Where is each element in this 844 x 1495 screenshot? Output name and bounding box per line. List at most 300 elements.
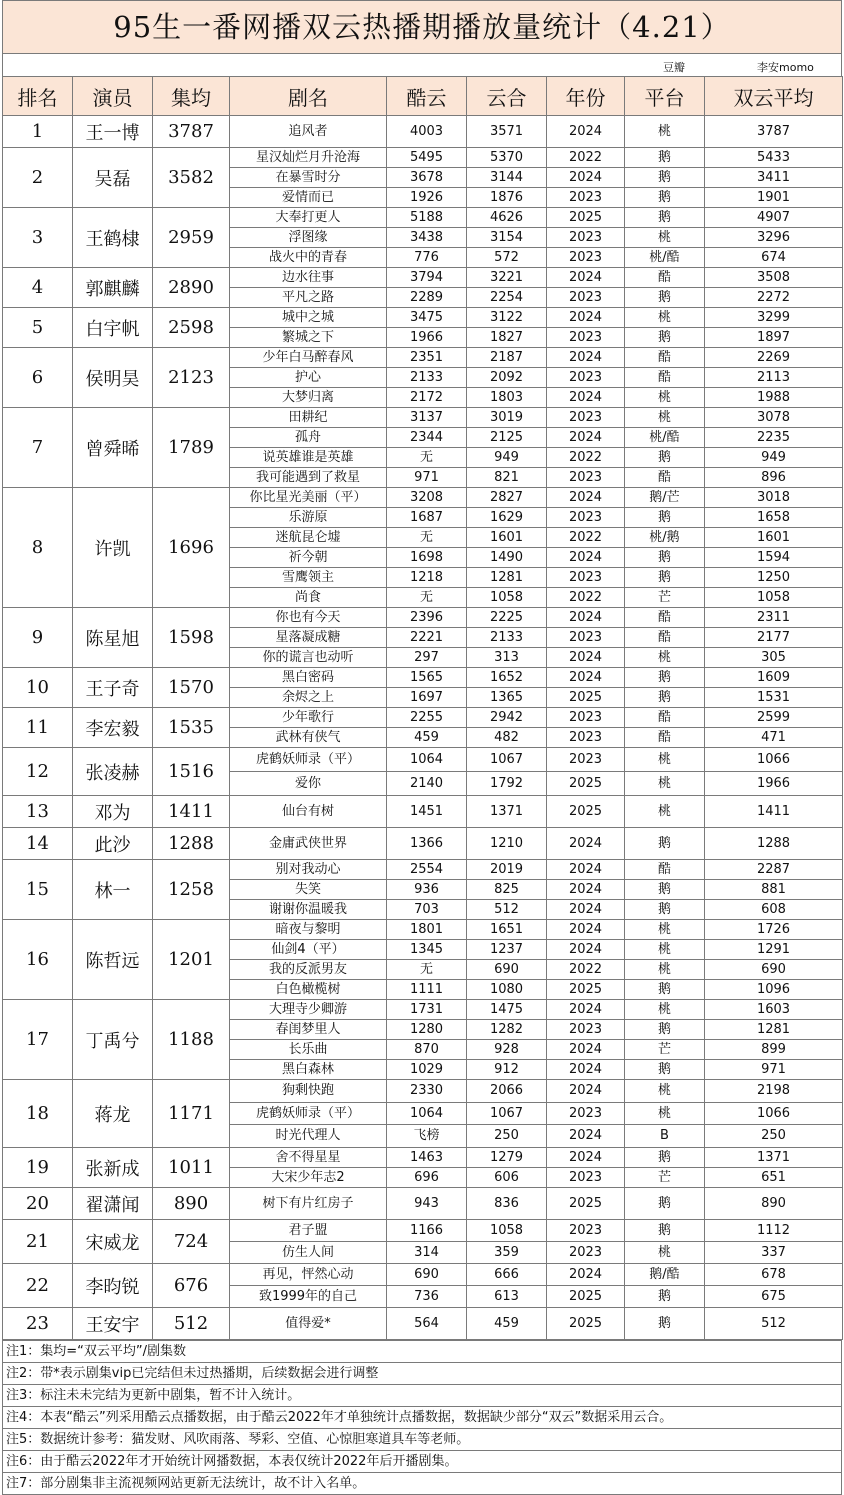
platform-value: 鹅 (625, 568, 705, 588)
yunhe-value: 512 (467, 900, 547, 920)
dual-avg-value: 651 (705, 1168, 843, 1188)
platform-value: 酷 (625, 708, 705, 728)
drama-name: 追风者 (230, 116, 387, 148)
drama-name: 少年歌行 (230, 708, 387, 728)
dual-avg-value: 305 (705, 648, 843, 668)
dual-avg-value: 5433 (705, 148, 843, 168)
rank-cell: 11 (3, 708, 73, 748)
drama-name: 君子盟 (230, 1220, 387, 1242)
platform-value: 桃 (625, 1242, 705, 1264)
episode-avg-cell: 1570 (153, 668, 230, 708)
platform-value: 鹅 (625, 1220, 705, 1242)
credit-author: 李安momo (757, 61, 814, 74)
episode-avg-cell: 1411 (153, 796, 230, 828)
yunhe-value: 2125 (467, 428, 547, 448)
yunhe-value: 1629 (467, 508, 547, 528)
kuyun-value: 3794 (387, 268, 467, 288)
drama-name: 时光代理人 (230, 1125, 387, 1148)
episode-avg-cell: 2123 (153, 348, 230, 408)
drama-name: 说英雄谁是英雄 (230, 448, 387, 468)
table-row (3, 1148, 843, 1168)
year-value: 2024 (547, 348, 625, 368)
rank-cell: 21 (3, 1220, 73, 1264)
year-value: 2024 (547, 1264, 625, 1286)
drama-name: 爱你 (230, 772, 387, 796)
platform-value: 鹅 (625, 508, 705, 528)
dual-avg-value: 3018 (705, 488, 843, 508)
yunhe-value: 613 (467, 1286, 547, 1308)
platform-value: 鹅 (625, 288, 705, 308)
platform-value: 桃/酷 (625, 248, 705, 268)
yunhe-value: 1827 (467, 328, 547, 348)
year-value: 2024 (547, 920, 625, 940)
episode-avg-cell: 2959 (153, 208, 230, 268)
year-value: 2023 (547, 1020, 625, 1040)
platform-value: 鹅 (625, 448, 705, 468)
rank-cell: 2 (3, 148, 73, 208)
table-row (3, 748, 843, 772)
kuyun-value: 1697 (387, 688, 467, 708)
drama-name: 别对我动心 (230, 860, 387, 880)
drama-name: 爱情而已 (230, 188, 387, 208)
drama-name: 你也有今天 (230, 608, 387, 628)
episode-avg-cell: 1288 (153, 828, 230, 860)
rank-cell: 16 (3, 920, 73, 1000)
kuyun-value: 776 (387, 248, 467, 268)
actor-cell: 李昀锐 (73, 1264, 153, 1308)
yunhe-value: 5370 (467, 148, 547, 168)
yunhe-value: 1067 (467, 1102, 547, 1125)
note-line: 注4：本表“酷云”列采用酷云点播数据，由于酷云2022年才单独统计点播数据，数据缺少部分“双云”数据采用云合。 (3, 1406, 841, 1428)
kuyun-value: 1366 (387, 828, 467, 860)
header-kuyun: 酷云 (387, 77, 467, 116)
platform-value: 桃 (625, 960, 705, 980)
rank-cell: 12 (3, 748, 73, 796)
platform-value: 鹅 (625, 328, 705, 348)
platform-value: 桃 (625, 796, 705, 828)
year-value: 2024 (547, 940, 625, 960)
platform-value: 桃 (625, 388, 705, 408)
yunhe-value: 928 (467, 1040, 547, 1060)
platform-value: 鹅 (625, 688, 705, 708)
dual-avg-value: 3078 (705, 408, 843, 428)
year-value: 2025 (547, 772, 625, 796)
table-row (3, 1080, 843, 1103)
year-value: 2023 (547, 408, 625, 428)
rank-cell: 1 (3, 116, 73, 148)
rank-cell: 19 (3, 1148, 73, 1188)
dual-avg-value: 2235 (705, 428, 843, 448)
year-value: 2024 (547, 828, 625, 860)
table-row (3, 1308, 843, 1340)
kuyun-value: 1731 (387, 1000, 467, 1020)
dual-avg-value: 2198 (705, 1080, 843, 1103)
table-row (3, 796, 843, 828)
dual-avg-value: 1601 (705, 528, 843, 548)
year-value: 2023 (547, 1242, 625, 1264)
platform-value: 鹅 (625, 828, 705, 860)
platform-value: 桃 (625, 748, 705, 772)
rank-cell: 6 (3, 348, 73, 408)
yunhe-value: 836 (467, 1188, 547, 1220)
drama-name: 你的谎言也动听 (230, 648, 387, 668)
note-line: 注7：部分剧集非主流视频网站更新无法统计，故不计入名单。 (3, 1472, 841, 1494)
yunhe-value: 1601 (467, 528, 547, 548)
year-value: 2022 (547, 148, 625, 168)
drama-name: 树下有片红房子 (230, 1188, 387, 1220)
year-value: 2024 (547, 1000, 625, 1020)
table-row (3, 860, 843, 880)
table-row (3, 208, 843, 228)
platform-value: 桃 (625, 920, 705, 940)
episode-avg-cell: 1696 (153, 488, 230, 608)
rank-cell: 7 (3, 408, 73, 488)
year-value: 2025 (547, 1188, 625, 1220)
actor-cell: 陈星旭 (73, 608, 153, 668)
year-value: 2024 (547, 308, 625, 328)
platform-value: 酷 (625, 608, 705, 628)
yunhe-value: 1792 (467, 772, 547, 796)
platform-value: 桃 (625, 308, 705, 328)
kuyun-value: 3208 (387, 488, 467, 508)
dual-avg-value: 2599 (705, 708, 843, 728)
platform-value: 芒 (625, 588, 705, 608)
rank-cell: 17 (3, 1000, 73, 1080)
platform-value: 鹅 (625, 208, 705, 228)
episode-avg-cell: 1201 (153, 920, 230, 1000)
header-actor: 演员 (73, 77, 153, 116)
year-value: 2023 (547, 1168, 625, 1188)
dual-avg-value: 675 (705, 1286, 843, 1308)
kuyun-value: 3137 (387, 408, 467, 428)
actor-cell: 曾舜晞 (73, 408, 153, 488)
yunhe-value: 912 (467, 1060, 547, 1080)
note-line: 注5：数据统计参考：猫发财、风吹雨落、琴彩、空值、心惊胆寒道具车等老师。 (3, 1428, 841, 1450)
kuyun-value: 1345 (387, 940, 467, 960)
drama-name: 少年白马醉春风 (230, 348, 387, 368)
yunhe-value: 666 (467, 1264, 547, 1286)
kuyun-value: 2344 (387, 428, 467, 448)
dual-avg-value: 1281 (705, 1020, 843, 1040)
drama-name: 城中之城 (230, 308, 387, 328)
dual-avg-value: 1371 (705, 1148, 843, 1168)
episode-avg-cell: 2890 (153, 268, 230, 308)
kuyun-value: 5495 (387, 148, 467, 168)
kuyun-value: 1218 (387, 568, 467, 588)
yunhe-value: 313 (467, 648, 547, 668)
header-episode-avg: 集均 (153, 77, 230, 116)
year-value: 2024 (547, 1125, 625, 1148)
actor-cell: 侯明昊 (73, 348, 153, 408)
year-value: 2025 (547, 1286, 625, 1308)
note-line: 注1：集均=“双云平均”/剧集数 (3, 1340, 841, 1362)
dual-avg-value: 896 (705, 468, 843, 488)
ranking-table (2, 76, 843, 1340)
year-value: 2024 (547, 1080, 625, 1103)
notes-section (2, 1340, 842, 1495)
drama-name: 田耕纪 (230, 408, 387, 428)
yunhe-value: 825 (467, 880, 547, 900)
platform-value: 鹅 (625, 1020, 705, 1040)
year-value: 2023 (547, 748, 625, 772)
note-line: 注2：带*表示剧集vip已完结但未过热播期，后续数据会进行调整 (3, 1362, 841, 1384)
kuyun-value: 696 (387, 1168, 467, 1188)
dual-avg-value: 1988 (705, 388, 843, 408)
actor-cell: 许凯 (73, 488, 153, 608)
year-value: 2025 (547, 688, 625, 708)
dual-avg-value: 690 (705, 960, 843, 980)
episode-avg-cell: 1258 (153, 860, 230, 920)
yunhe-value: 3019 (467, 408, 547, 428)
platform-value: 芒 (625, 1168, 705, 1188)
yunhe-value: 1237 (467, 940, 547, 960)
drama-name: 春闺梦里人 (230, 1020, 387, 1040)
dual-avg-value: 1531 (705, 688, 843, 708)
dual-avg-value: 1096 (705, 980, 843, 1000)
drama-name: 白色橄榄树 (230, 980, 387, 1000)
kuyun-value: 1565 (387, 668, 467, 688)
rank-cell: 8 (3, 488, 73, 608)
drama-name: 金庸武侠世界 (230, 828, 387, 860)
year-value: 2023 (547, 328, 625, 348)
year-value: 2022 (547, 528, 625, 548)
actor-cell: 张新成 (73, 1148, 153, 1188)
header-row (3, 77, 843, 116)
platform-value: 桃 (625, 1080, 705, 1103)
drama-name: 值得爱* (230, 1308, 387, 1340)
platform-value: 鹅 (625, 1308, 705, 1340)
drama-name: 虎鹤妖师录（平） (230, 1102, 387, 1125)
table-row (3, 148, 843, 168)
kuyun-value: 1064 (387, 748, 467, 772)
platform-value: 鹅 (625, 900, 705, 920)
dual-avg-value: 2311 (705, 608, 843, 628)
platform-value: 鹅 (625, 188, 705, 208)
actor-cell: 李宏毅 (73, 708, 153, 748)
rank-cell: 9 (3, 608, 73, 668)
kuyun-value: 1111 (387, 980, 467, 1000)
table-row (3, 1188, 843, 1220)
yunhe-value: 2187 (467, 348, 547, 368)
kuyun-value: 564 (387, 1308, 467, 1340)
platform-value: 酷 (625, 368, 705, 388)
drama-name: 狗剩快跑 (230, 1080, 387, 1103)
drama-name: 黑白密码 (230, 668, 387, 688)
year-value: 2023 (547, 628, 625, 648)
dual-avg-value: 1603 (705, 1000, 843, 1020)
dual-avg-value: 2269 (705, 348, 843, 368)
yunhe-value: 359 (467, 1242, 547, 1264)
yunhe-value: 1058 (467, 1220, 547, 1242)
kuyun-value: 314 (387, 1242, 467, 1264)
platform-value: 桃 (625, 1000, 705, 1020)
kuyun-value: 690 (387, 1264, 467, 1286)
platform-value: 桃/鹅 (625, 528, 705, 548)
note-line: 注6：由于酷云2022年才开始统计网播数据，本表仅统计2022年后开播剧集。 (3, 1450, 841, 1472)
kuyun-value: 1280 (387, 1020, 467, 1040)
table-row (3, 1000, 843, 1020)
episode-avg-cell: 3787 (153, 116, 230, 148)
kuyun-value: 无 (387, 448, 467, 468)
drama-name: 黑白森林 (230, 1060, 387, 1080)
drama-name: 暗夜与黎明 (230, 920, 387, 940)
credits-row (2, 54, 842, 76)
yunhe-value: 2942 (467, 708, 547, 728)
drama-name: 仙台有树 (230, 796, 387, 828)
yunhe-value: 1803 (467, 388, 547, 408)
actor-cell: 王一博 (73, 116, 153, 148)
dual-avg-value: 4907 (705, 208, 843, 228)
dual-avg-value: 674 (705, 248, 843, 268)
drama-name: 尚食 (230, 588, 387, 608)
year-value: 2024 (547, 1040, 625, 1060)
rank-cell: 14 (3, 828, 73, 860)
actor-cell: 蒋龙 (73, 1080, 153, 1148)
table-body (3, 116, 843, 1340)
yunhe-value: 2827 (467, 488, 547, 508)
drama-name: 平凡之路 (230, 288, 387, 308)
kuyun-value: 2554 (387, 860, 467, 880)
header-yunhe: 云合 (467, 77, 547, 116)
year-value: 2023 (547, 248, 625, 268)
year-value: 2025 (547, 980, 625, 1000)
kuyun-value: 2255 (387, 708, 467, 728)
year-value: 2024 (547, 548, 625, 568)
header-drama-name: 剧名 (230, 77, 387, 116)
platform-value: 鹅 (625, 880, 705, 900)
table-row (3, 408, 843, 428)
drama-name: 大宋少年志2 (230, 1168, 387, 1188)
dual-avg-value: 678 (705, 1264, 843, 1286)
platform-value: 鹅 (625, 1148, 705, 1168)
year-value: 2024 (547, 388, 625, 408)
rank-cell: 13 (3, 796, 73, 828)
dual-avg-value: 250 (705, 1125, 843, 1148)
actor-cell: 王鹤棣 (73, 208, 153, 268)
drama-name: 失笑 (230, 880, 387, 900)
dual-avg-value: 1058 (705, 588, 843, 608)
dual-avg-value: 899 (705, 1040, 843, 1060)
dual-avg-value: 1726 (705, 920, 843, 940)
drama-name: 大梦归离 (230, 388, 387, 408)
year-value: 2024 (547, 900, 625, 920)
drama-name: 武林有侠气 (230, 728, 387, 748)
drama-name: 乐游原 (230, 508, 387, 528)
year-value: 2023 (547, 468, 625, 488)
yunhe-value: 1490 (467, 548, 547, 568)
year-value: 2025 (547, 1308, 625, 1340)
platform-value: 酷 (625, 468, 705, 488)
dual-avg-value: 1658 (705, 508, 843, 528)
dual-avg-value: 1288 (705, 828, 843, 860)
yunhe-value: 1080 (467, 980, 547, 1000)
year-value: 2024 (547, 608, 625, 628)
kuyun-value: 4003 (387, 116, 467, 148)
kuyun-value: 971 (387, 468, 467, 488)
yunhe-value: 1652 (467, 668, 547, 688)
actor-cell: 林一 (73, 860, 153, 920)
table-row (3, 708, 843, 728)
yunhe-value: 1475 (467, 1000, 547, 1020)
year-value: 2024 (547, 880, 625, 900)
drama-name: 仿生人间 (230, 1242, 387, 1264)
yunhe-value: 3221 (467, 268, 547, 288)
drama-name: 虎鹤妖师录（平） (230, 748, 387, 772)
platform-value: 鹅 (625, 148, 705, 168)
kuyun-value: 1166 (387, 1220, 467, 1242)
year-value: 2022 (547, 448, 625, 468)
drama-name: 长乐曲 (230, 1040, 387, 1060)
platform-value: 桃 (625, 408, 705, 428)
actor-cell: 邓为 (73, 796, 153, 828)
yunhe-value: 1876 (467, 188, 547, 208)
year-value: 2024 (547, 116, 625, 148)
drama-name: 大理寺少卿游 (230, 1000, 387, 1020)
dual-avg-value: 1250 (705, 568, 843, 588)
dual-avg-value: 1066 (705, 1102, 843, 1125)
dual-avg-value: 1066 (705, 748, 843, 772)
yunhe-value: 482 (467, 728, 547, 748)
table-row (3, 348, 843, 368)
episode-avg-cell: 512 (153, 1308, 230, 1340)
episode-avg-cell: 2598 (153, 308, 230, 348)
drama-name: 边水往事 (230, 268, 387, 288)
kuyun-value: 943 (387, 1188, 467, 1220)
kuyun-value: 1698 (387, 548, 467, 568)
drama-name: 雪鹰领主 (230, 568, 387, 588)
dual-avg-value: 1897 (705, 328, 843, 348)
actor-cell: 王子奇 (73, 668, 153, 708)
platform-value: 鹅 (625, 668, 705, 688)
year-value: 2023 (547, 708, 625, 728)
header-year: 年份 (547, 77, 625, 116)
dual-avg-value: 881 (705, 880, 843, 900)
episode-avg-cell: 1516 (153, 748, 230, 796)
yunhe-value: 459 (467, 1308, 547, 1340)
drama-name: 祈今朝 (230, 548, 387, 568)
dual-avg-value: 971 (705, 1060, 843, 1080)
kuyun-value: 2133 (387, 368, 467, 388)
rank-cell: 18 (3, 1080, 73, 1148)
drama-name: 繁城之下 (230, 328, 387, 348)
table-row (3, 1264, 843, 1286)
yunhe-value: 1365 (467, 688, 547, 708)
table-row (3, 668, 843, 688)
year-value: 2023 (547, 228, 625, 248)
kuyun-value: 无 (387, 528, 467, 548)
platform-value: 桃 (625, 1102, 705, 1125)
dual-avg-value: 1411 (705, 796, 843, 828)
actor-cell: 翟潇闻 (73, 1188, 153, 1220)
year-value: 2023 (547, 368, 625, 388)
kuyun-value: 936 (387, 880, 467, 900)
year-value: 2022 (547, 960, 625, 980)
episode-avg-cell: 676 (153, 1264, 230, 1308)
dual-avg-value: 3508 (705, 268, 843, 288)
dual-avg-value: 949 (705, 448, 843, 468)
kuyun-value: 703 (387, 900, 467, 920)
kuyun-value: 1801 (387, 920, 467, 940)
platform-value: 鹅 (625, 1060, 705, 1080)
year-value: 2023 (547, 508, 625, 528)
dual-avg-value: 3787 (705, 116, 843, 148)
yunhe-value: 1371 (467, 796, 547, 828)
yunhe-value: 2092 (467, 368, 547, 388)
platform-value: 芒 (625, 1040, 705, 1060)
rank-cell: 23 (3, 1308, 73, 1340)
kuyun-value: 459 (387, 728, 467, 748)
table-row (3, 920, 843, 940)
